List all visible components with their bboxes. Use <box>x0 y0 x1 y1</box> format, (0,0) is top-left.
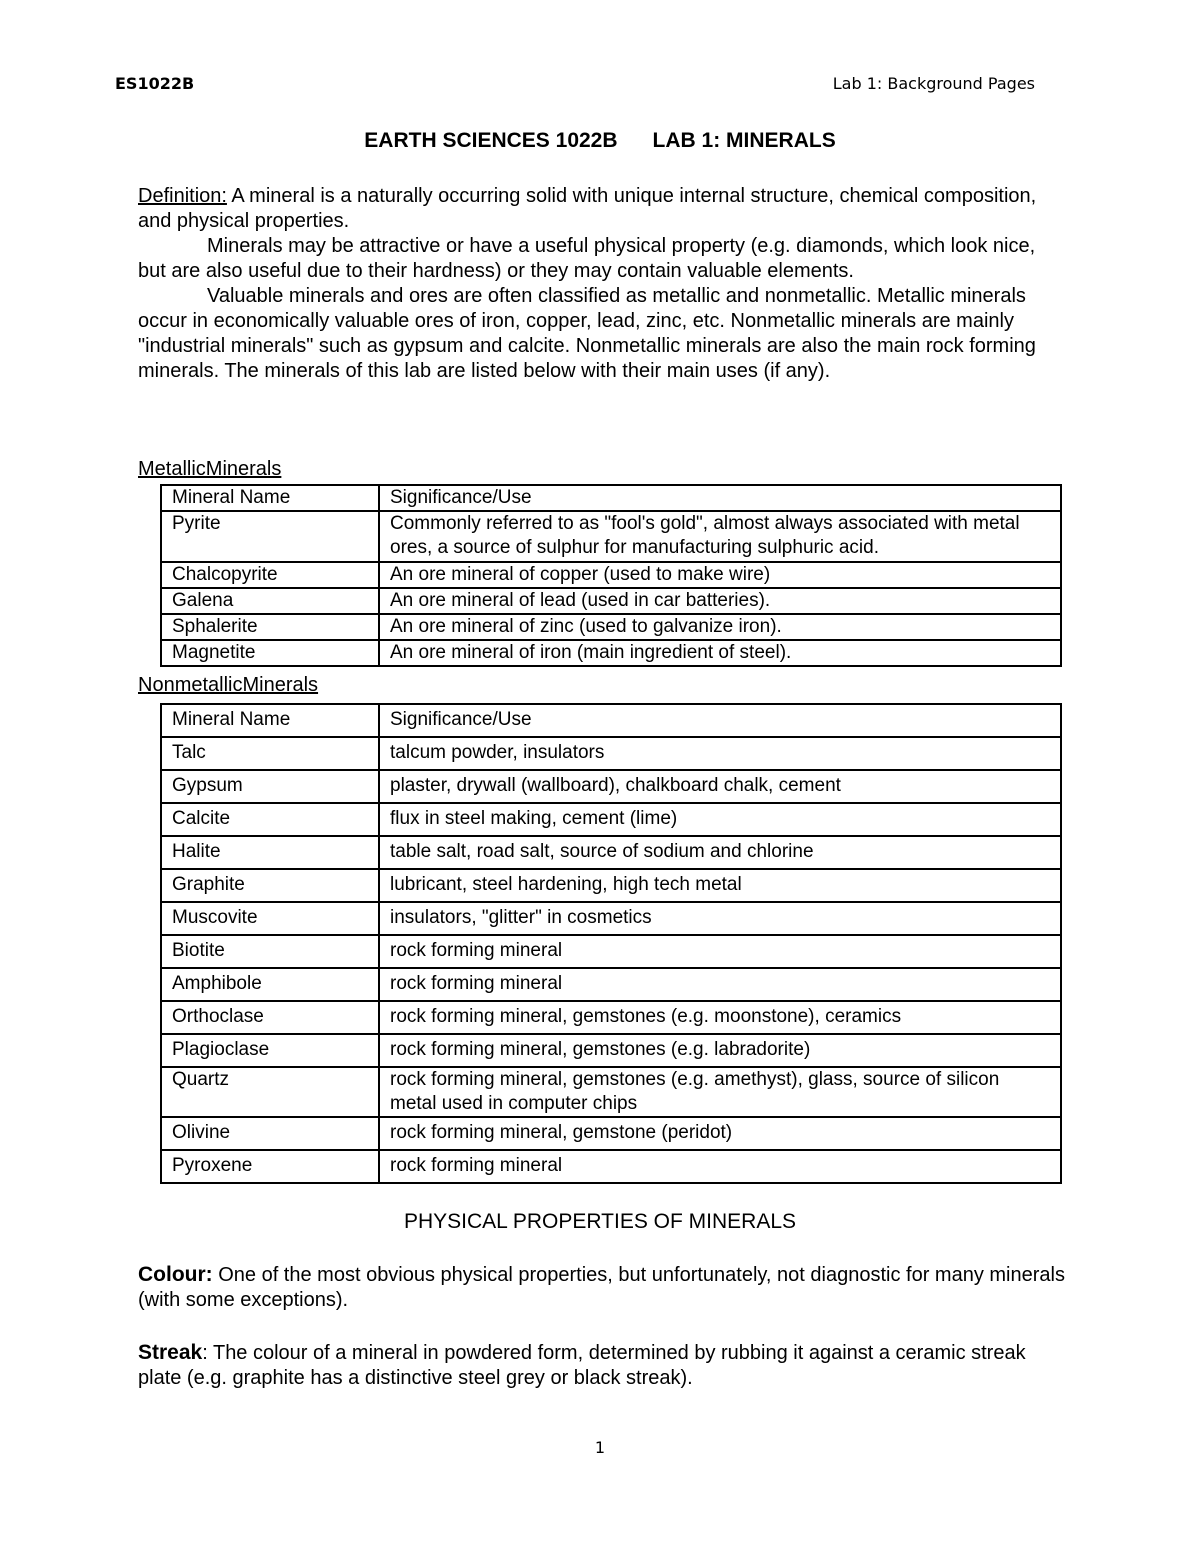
page-number: 1 <box>594 1438 606 1457</box>
intro-paragraph-2: Minerals may be attractive or have a useful physical property (e.g. diamonds, which look nice, but are also useful due to their hardness) or they may contain valuable elements. <box>138 235 1036 282</box>
mineral-name: Gypsum <box>161 770 379 803</box>
table-header-row <box>161 485 1061 511</box>
table-row <box>161 511 1061 562</box>
mineral-name: Chalcopyrite <box>161 562 379 588</box>
mineral-name: Orthoclase <box>161 1001 379 1034</box>
table-row <box>161 869 1061 902</box>
table-row <box>161 737 1061 770</box>
mineral-name: Olivine <box>161 1117 379 1150</box>
mineral-name: Calcite <box>161 803 379 836</box>
mineral-use: lubricant, steel hardening, high tech metal <box>379 869 1061 902</box>
mineral-use: rock forming mineral, gemstone (peridot) <box>379 1117 1061 1150</box>
streak-paragraph <box>138 1340 1068 1391</box>
mineral-use: rock forming mineral, gemstones (e.g. amethyst), glass, source of silicon metal used in computer chips <box>379 1067 1061 1117</box>
colour-paragraph <box>138 1262 1068 1313</box>
mineral-use: rock forming mineral, gemstones (e.g. labradorite) <box>379 1034 1061 1067</box>
mineral-name: Amphibole <box>161 968 379 1001</box>
nonmetallic-minerals-table <box>160 703 1062 1184</box>
colour-text: One of the most obvious physical properties, but unfortunately, not diagnostic for many minerals (with some exceptions). <box>138 1264 1065 1311</box>
header-section-title: Lab 1: Background Pages <box>832 74 1035 93</box>
mineral-use: plaster, drywall (wallboard), chalkboard chalk, cement <box>379 770 1061 803</box>
intro-paragraph-3: Valuable minerals and ores are often classified as metallic and nonmetallic. Metallic minerals occur in economically valuable ores of iron, copper, lead, zinc, etc. Nonmetallic minerals are mainly "industrial minerals" such as gypsum and calcite. Nonmetallic minerals are also the main rock forming minerals. The minerals of this lab are listed below with their main uses (if any). <box>138 285 1036 382</box>
table-row <box>161 1001 1061 1034</box>
mineral-name: Magnetite <box>161 640 379 666</box>
nonmetallic-minerals-heading: NonmetallicMinerals <box>138 674 319 696</box>
column-header: Significance/Use <box>379 704 1061 737</box>
table-row <box>161 836 1061 869</box>
table-row <box>161 1150 1061 1183</box>
definition-text: A mineral is a naturally occurring solid with unique internal structure, chemical composition, and physical properties. <box>138 185 1037 232</box>
definition-paragraph <box>138 184 1068 234</box>
table-row <box>161 902 1061 935</box>
mineral-use: An ore mineral of iron (main ingredient of steel). <box>379 640 1061 666</box>
streak-text: : The colour of a mineral in powdered form, determined by rubbing it against a ceramic streak plate (e.g. graphite has a distinctive steel grey or black streak). <box>138 1342 1026 1389</box>
column-header: Mineral Name <box>161 485 379 511</box>
mineral-name: Sphalerite <box>161 614 379 640</box>
table-row <box>161 770 1061 803</box>
mineral-use: rock forming mineral <box>379 935 1061 968</box>
mineral-use: insulators, "glitter" in cosmetics <box>379 902 1061 935</box>
table-header-row <box>161 704 1061 737</box>
mineral-use: An ore mineral of copper (used to make wire) <box>379 562 1061 588</box>
table-row <box>161 1067 1061 1117</box>
mineral-name: Quartz <box>161 1067 379 1117</box>
table-row <box>161 588 1061 614</box>
column-header: Significance/Use <box>379 485 1061 511</box>
mineral-name: Graphite <box>161 869 379 902</box>
page-title: EARTH SCIENCES 1022B LAB 1: MINERALS <box>364 129 836 152</box>
table-row <box>161 640 1061 666</box>
metallic-minerals-table <box>160 484 1062 667</box>
mineral-use: An ore mineral of zinc (used to galvanize iron). <box>379 614 1061 640</box>
mineral-use: rock forming mineral <box>379 968 1061 1001</box>
table-row <box>161 803 1061 836</box>
table-row <box>161 614 1061 640</box>
mineral-name: Muscovite <box>161 902 379 935</box>
header-course-code: ES1022B <box>115 74 195 93</box>
mineral-use: table salt, road salt, source of sodium and chlorine <box>379 836 1061 869</box>
definition-label: Definition: <box>138 185 227 207</box>
mineral-name: Biotite <box>161 935 379 968</box>
mineral-name: Plagioclase <box>161 1034 379 1067</box>
mineral-name: Pyrite <box>161 511 379 562</box>
mineral-use: talcum powder, insulators <box>379 737 1061 770</box>
table-row <box>161 935 1061 968</box>
mineral-use: Commonly referred to as "fool's gold", almost always associated with metal ores, a source of sulphur for manufacturing sulphuric acid. <box>379 511 1061 562</box>
mineral-use: flux in steel making, cement (lime) <box>379 803 1061 836</box>
table-row <box>161 1117 1061 1150</box>
table-row <box>161 968 1061 1001</box>
mineral-name: Halite <box>161 836 379 869</box>
streak-label: Streak <box>138 1341 203 1364</box>
table-row <box>161 1034 1061 1067</box>
colour-label: Colour: <box>138 1263 213 1286</box>
mineral-name: Galena <box>161 588 379 614</box>
mineral-use: An ore mineral of lead (used in car batteries). <box>379 588 1061 614</box>
physical-properties-heading: PHYSICAL PROPERTIES OF MINERALS <box>403 1210 797 1233</box>
intro-section <box>138 184 1068 384</box>
mineral-use: rock forming mineral, gemstones (e.g. moonstone), ceramics <box>379 1001 1061 1034</box>
metallic-minerals-heading: MetallicMinerals <box>138 458 282 480</box>
mineral-name: Talc <box>161 737 379 770</box>
table-row <box>161 562 1061 588</box>
mineral-name: Pyroxene <box>161 1150 379 1183</box>
column-header: Mineral Name <box>161 704 379 737</box>
mineral-use: rock forming mineral <box>379 1150 1061 1183</box>
